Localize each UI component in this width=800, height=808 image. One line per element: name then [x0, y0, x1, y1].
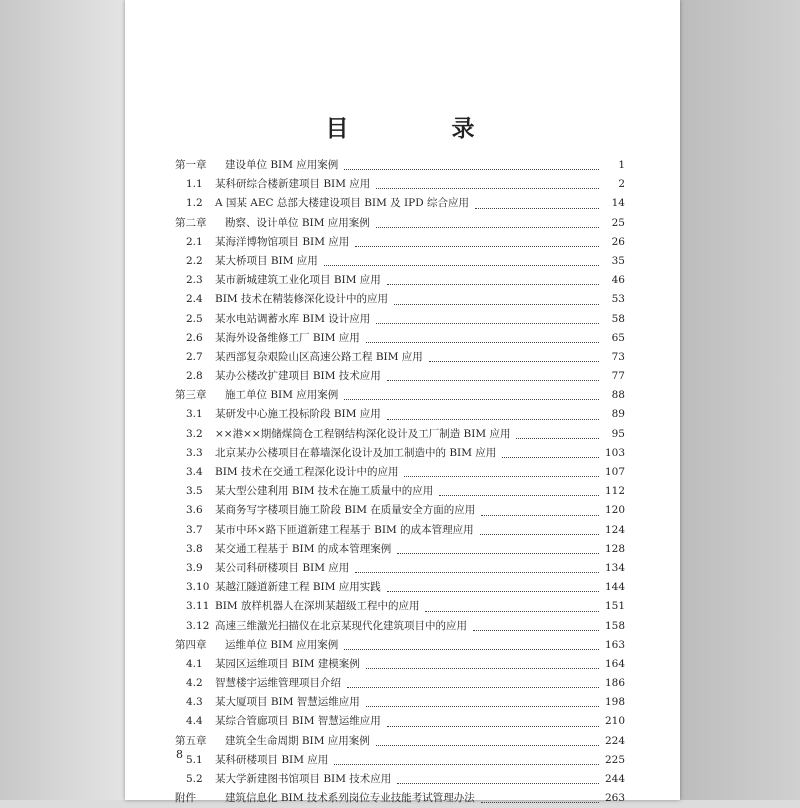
toc-entry-title: 某园区运维项目 BIM 建模案例	[215, 657, 360, 670]
toc-leader-dots	[387, 591, 599, 592]
toc-leader-dots	[376, 227, 599, 228]
toc-entry-number: 3.7	[186, 523, 203, 536]
toc-section-row	[175, 175, 625, 194]
toc-entry-page: 164	[604, 657, 625, 670]
toc-section-row	[175, 425, 625, 444]
toc-section-row	[175, 233, 625, 252]
toc-entry-title: 某大厦项目 BIM 智慧运维应用	[215, 696, 360, 709]
toc-entry-page: 2	[618, 178, 625, 191]
toc-entry-number: 3.12	[186, 619, 210, 632]
toc-leader-dots	[429, 361, 599, 362]
toc-entry-title: 某市中环×路下匝道新建工程基于 BIM 的成本管理应用	[215, 523, 474, 536]
toc-leader-dots	[387, 284, 599, 285]
toc-section-row	[175, 712, 625, 731]
toc-leader-dots	[480, 534, 599, 535]
toc-entry-title: 某科研综合楼新建项目 BIM 应用	[215, 178, 371, 191]
toc-entry-number: 2.8	[186, 370, 203, 383]
toc-leader-dots	[355, 572, 599, 573]
toc-entry-page: 46	[611, 274, 625, 287]
toc-entry-number: 3.4	[186, 466, 203, 478]
toc-leader-dots	[397, 553, 599, 554]
toc-leader-dots	[344, 169, 599, 170]
toc-entry-number: 1.1	[186, 178, 203, 191]
toc-entry-title: 某办公楼改扩建项目 BIM 技术应用	[215, 370, 381, 383]
toc-entry-number: 第一章	[175, 159, 207, 171]
toc-entry-page: 73	[611, 350, 625, 363]
toc-section-row	[175, 751, 625, 770]
toc-entry-page: 77	[611, 370, 625, 383]
table-of-contents	[175, 156, 625, 808]
toc-leader-dots	[387, 419, 599, 420]
toc-entry-page: 14	[611, 197, 625, 210]
toc-leader-dots	[366, 668, 599, 669]
toc-section-row	[175, 482, 625, 501]
toc-section-row	[175, 521, 625, 540]
toc-entry-number: 3.10	[186, 581, 210, 594]
toc-entry-page: 158	[604, 619, 625, 632]
toc-leader-dots	[394, 304, 599, 305]
toc-entry-page: 134	[604, 561, 625, 574]
toc-entry-title: 勘察、设计单位 BIM 应用案例	[225, 216, 370, 229]
toc-entry-number: 3.9	[186, 561, 203, 574]
toc-entry-page: 124	[604, 523, 625, 536]
toc-entry-number: 3.11	[186, 600, 210, 613]
toc-section-row	[175, 310, 625, 329]
toc-section-row	[175, 405, 625, 424]
toc-entry-page: 112	[604, 485, 625, 498]
toc-section-row	[175, 655, 625, 674]
toc-leader-dots	[475, 208, 599, 209]
toc-entry-number: 2.3	[186, 274, 203, 287]
toc-entry-number: 1.2	[186, 197, 203, 210]
page-number: 8	[176, 748, 183, 761]
toc-section-row	[175, 693, 625, 712]
toc-entry-number: 2.7	[186, 350, 203, 363]
page-title: 目 录	[325, 115, 515, 142]
toc-leader-dots	[347, 687, 599, 688]
toc-entry-page: 58	[611, 312, 625, 325]
toc-entry-page: 103	[604, 446, 625, 459]
toc-leader-dots	[376, 745, 599, 746]
toc-entry-page: 224	[604, 734, 625, 747]
toc-entry-page: 65	[611, 331, 625, 344]
toc-entry-number: 第五章	[175, 734, 207, 747]
toc-entry-page: 26	[611, 235, 625, 248]
toc-leader-dots	[387, 726, 599, 727]
toc-entry-number: 2.1	[186, 235, 203, 248]
toc-entry-page: 244	[604, 773, 625, 785]
toc-entry-number: 3.1	[186, 408, 203, 421]
toc-entry-title: 某海外设备维修工厂 BIM 应用	[215, 331, 360, 344]
toc-entry-title: 建设单位 BIM 应用案例	[225, 159, 339, 171]
toc-section-row	[175, 271, 625, 290]
toc-entry-number: 2.2	[186, 254, 203, 267]
toc-section-row	[175, 501, 625, 520]
toc-chapter-row	[175, 789, 625, 808]
toc-entry-page: 144	[604, 581, 625, 594]
toc-entry-title: 某大桥项目 BIM 应用	[215, 254, 318, 267]
toc-entry-title: ××港××期储煤筒仓工程钢结构深化设计及工厂制造 BIM 应用	[215, 427, 511, 440]
toc-entry-page: 186	[604, 677, 625, 690]
toc-entry-title: 某科研楼项目 BIM 应用	[215, 753, 329, 766]
toc-section-row	[175, 674, 625, 693]
toc-section-row	[175, 597, 625, 616]
toc-entry-number: 4.1	[186, 657, 203, 670]
toc-section-row	[175, 559, 625, 578]
toc-section-row	[175, 290, 625, 309]
toc-leader-dots	[473, 630, 599, 631]
toc-leader-dots	[355, 246, 599, 247]
toc-entry-number: 第二章	[175, 216, 207, 229]
toc-chapter-row	[175, 386, 625, 405]
toc-entry-page: 89	[611, 408, 625, 421]
toc-entry-title: 某交通工程基于 BIM 的成本管理案例	[215, 542, 392, 555]
toc-entry-title: BIM 技术在交通工程深化设计中的应用	[215, 466, 399, 478]
toc-entry-page: 120	[604, 504, 625, 517]
toc-entry-page: 225	[604, 753, 625, 766]
toc-entry-page: 128	[604, 542, 625, 555]
toc-leader-dots	[481, 802, 599, 803]
toc-entry-number: 3.8	[186, 542, 203, 555]
toc-entry-title: BIM 技术在精装修深化设计中的应用	[215, 293, 388, 306]
toc-entry-number: 3.5	[186, 485, 203, 498]
toc-leader-dots	[397, 783, 599, 784]
toc-leader-dots	[376, 323, 599, 324]
toc-entry-title: 建筑全生命周期 BIM 应用案例	[225, 734, 370, 747]
toc-section-row	[175, 770, 625, 789]
toc-entry-title: 建筑信息化 BIM 技术系列岗位专业技能考试管理办法	[225, 792, 475, 805]
toc-entry-number: 4.2	[186, 677, 203, 690]
toc-entry-page: 151	[604, 600, 625, 613]
toc-entry-number: 2.5	[186, 312, 203, 325]
toc-entry-title: 高速三维激光扫描仪在北京某现代化建筑项目中的应用	[215, 619, 467, 632]
toc-entry-title: 某西部复杂艰险山区高速公路工程 BIM 应用	[215, 350, 423, 363]
toc-leader-dots	[404, 476, 599, 477]
toc-leader-dots	[344, 649, 599, 650]
toc-entry-number: 3.3	[186, 446, 203, 459]
toc-leader-dots	[324, 265, 599, 266]
toc-leader-dots	[516, 438, 599, 439]
toc-entry-page: 25	[611, 216, 625, 229]
toc-entry-number: 2.6	[186, 331, 203, 344]
toc-section-row	[175, 348, 625, 367]
toc-entry-page: 210	[604, 715, 625, 728]
toc-entry-title: 某研发中心施工投标阶段 BIM 应用	[215, 408, 381, 421]
toc-entry-title: 运维单位 BIM 应用案例	[225, 638, 339, 651]
toc-leader-dots	[387, 380, 599, 381]
toc-entry-title: 某公司科研楼项目 BIM 应用	[215, 561, 350, 574]
toc-entry-title: A 国某 AEC 总部大楼建设项目 BIM 及 IPD 综合应用	[215, 197, 469, 210]
toc-entry-title: 某综合管廊项目 BIM 智慧运维应用	[215, 715, 381, 728]
toc-section-row	[175, 463, 625, 482]
toc-leader-dots	[366, 342, 599, 343]
toc-leader-dots	[376, 188, 599, 189]
toc-entry-page: 88	[611, 389, 625, 402]
toc-entry-number: 5.2	[186, 773, 203, 785]
toc-section-row	[175, 444, 625, 463]
toc-section-row	[175, 252, 625, 271]
toc-entry-number: 4.3	[186, 696, 203, 709]
toc-leader-dots	[481, 515, 599, 516]
toc-entry-page: 35	[611, 254, 625, 267]
toc-chapter-row	[175, 214, 625, 233]
toc-entry-title: 施工单位 BIM 应用案例	[225, 389, 339, 402]
toc-entry-page: 95	[611, 427, 625, 440]
toc-section-row	[175, 617, 625, 636]
toc-section-row	[175, 540, 625, 559]
toc-leader-dots	[334, 764, 599, 765]
toc-leader-dots	[439, 495, 599, 496]
toc-entry-number: 2.4	[186, 293, 203, 306]
toc-section-row	[175, 194, 625, 213]
toc-entry-page: 107	[604, 466, 625, 478]
toc-entry-number: 第三章	[175, 389, 207, 402]
toc-entry-title: 某海洋博物馆项目 BIM 应用	[215, 235, 350, 248]
toc-entry-title: BIM 放样机器人在深圳某超级工程中的应用	[215, 600, 420, 613]
toc-entry-page: 198	[604, 696, 625, 709]
toc-entry-title: 某越江隧道新建工程 BIM 应用实践	[215, 581, 381, 594]
toc-entry-title: 某大型公建利用 BIM 技术在施工质量中的应用	[215, 485, 434, 498]
toc-chapter-row	[175, 636, 625, 655]
toc-leader-dots	[502, 457, 599, 458]
toc-chapter-row	[175, 156, 625, 175]
toc-chapter-row	[175, 732, 625, 751]
toc-entry-number: 3.6	[186, 504, 203, 517]
toc-section-row	[175, 367, 625, 386]
toc-entry-page: 163	[604, 638, 625, 651]
toc-entry-page: 53	[611, 293, 625, 306]
toc-section-row	[175, 329, 625, 348]
toc-entry-number: 第四章	[175, 638, 207, 651]
toc-leader-dots	[366, 706, 599, 707]
toc-entry-title: 某商务写字楼项目施工阶段 BIM 在质量安全方面的应用	[215, 504, 476, 517]
toc-entry-title: 智慧楼宇运维管理项目介绍	[215, 677, 341, 690]
toc-leader-dots	[425, 611, 599, 612]
toc-entry-number: 3.2	[186, 427, 203, 440]
toc-entry-number: 5.1	[186, 753, 203, 766]
toc-entry-title: 某水电站调蓄水库 BIM 设计应用	[215, 312, 371, 325]
toc-entry-number: 4.4	[186, 715, 203, 728]
toc-section-row	[175, 578, 625, 597]
toc-entry-title: 北京某办公楼项目在幕墙深化设计及加工制造中的 BIM 应用	[215, 446, 497, 459]
toc-entry-page: 263	[604, 792, 625, 805]
toc-entry-page: 1	[618, 159, 625, 171]
toc-leader-dots	[344, 399, 599, 400]
toc-entry-title: 某大学新建图书馆项目 BIM 技术应用	[215, 773, 392, 785]
toc-entry-number: 附件	[175, 792, 196, 805]
toc-entry-title: 某市新城建筑工业化项目 BIM 应用	[215, 274, 381, 287]
